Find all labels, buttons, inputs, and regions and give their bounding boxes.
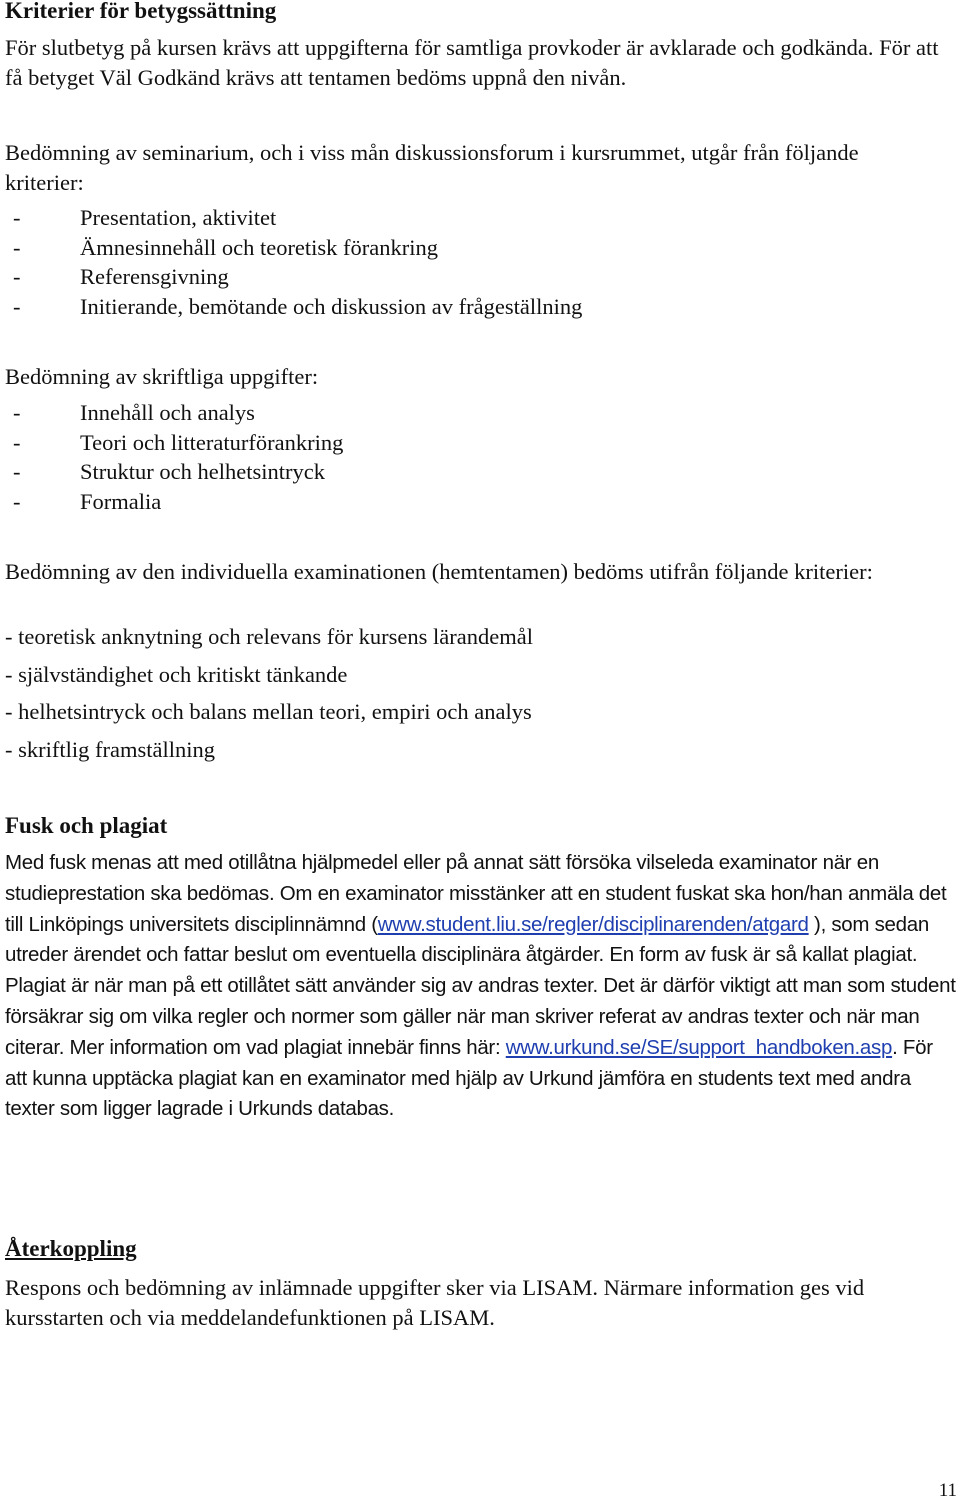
- list-item: - Struktur och helhetsintryck: [13, 459, 325, 484]
- written-criteria-list: [5, 398, 343, 516]
- list-item: - Teori och litteraturförankring: [13, 429, 344, 455]
- list-item: - teoretisk anknytning och relevans för kursens lärandemål: [5, 624, 533, 649]
- list-item: - Formalia: [13, 488, 162, 514]
- list-item: - skriftlig framställning: [5, 736, 215, 762]
- seminar-intro: Bedömning av seminarium, och i viss mån diskussionsforum i kursrummet, utgår från följande kriterier:: [5, 140, 859, 195]
- plagiarism-text: Med fusk menas att med otillåtna hjälpmedel eller på annat sätt försöka vilseleda examinator när en studieprestation ska bedömas. Om en examinator misstänker att en student fuskat ska hon/han anmäla det till Linköpings universitets disciplinnämnd (www.student.liu.se/regler/disciplinarenden/atgard ), som sedan utreder ärendet och fattar beslut om eventuella disciplinära åtgärder. En form av fusk är så kallat plagiat. Plagiat är när man på ett otillåtet sätt använder sig av andras texter. Det är därför viktigt att man som student försäkrar sig om vilka regler och normer som gäller när man skriver referat av andras texter och när man citerar. Mer information om vad plagiat innebär finns här: www.urkund.se/SE/support_handboken.asp. För att kunna upptäcka plagiat kan en examinator med hjälp av Urkund jämföra en students text med andra texter som ligger lagrade i Urkunds databas.: [5, 851, 956, 1121]
- page-number: 11: [938, 1480, 957, 1501]
- list-item: - Initierande, bemötande och diskussion av frågeställning: [13, 293, 583, 319]
- exam-criteria-list: [5, 618, 533, 768]
- list-item: - Innehåll och analys: [13, 400, 255, 425]
- criteria-intro: För slutbetyg på kursen krävs att uppgifterna för samtliga provkoder är avklarade och godkända. För att få betyget Väl Godkänd krävs att tentamen bedöms uppnå den nivån.: [5, 35, 939, 90]
- feedback-text: Respons och bedömning av inlämnade uppgifter sker via LISAM. Närmare information ges vid kursstarten och via meddelandefunktionen på LISAM.: [5, 1275, 865, 1330]
- written-intro: Bedömning av skriftliga uppgifter:: [5, 364, 319, 389]
- plagiarism-heading: Fusk och plagiat: [5, 813, 168, 838]
- urkund-link[interactable]: www.urkund.se/SE/support_handboken.asp: [505, 1035, 893, 1059]
- criteria-heading: Kriterier för betygssättning: [5, 0, 277, 23]
- list-item: - Ämnesinnehåll och teoretisk förankring: [13, 234, 439, 260]
- list-item: - Referensgivning: [13, 264, 229, 289]
- feedback-heading: Återkoppling: [5, 1236, 137, 1261]
- list-item: - helhetsintryck och balans mellan teori, empiri och analys: [5, 699, 532, 724]
- list-item: - Presentation, aktivitet: [13, 205, 277, 230]
- list-item: - självständighet och kritiskt tänkande: [5, 661, 348, 687]
- disciplinary-link[interactable]: www.student.liu.se/regler/disciplinarenden/atgard: [377, 912, 809, 936]
- seminar-criteria-list: [5, 203, 582, 321]
- exam-intro: Bedömning av den individuella examinationen (hemtentamen) bedöms utifrån följande kriterier:: [5, 559, 873, 584]
